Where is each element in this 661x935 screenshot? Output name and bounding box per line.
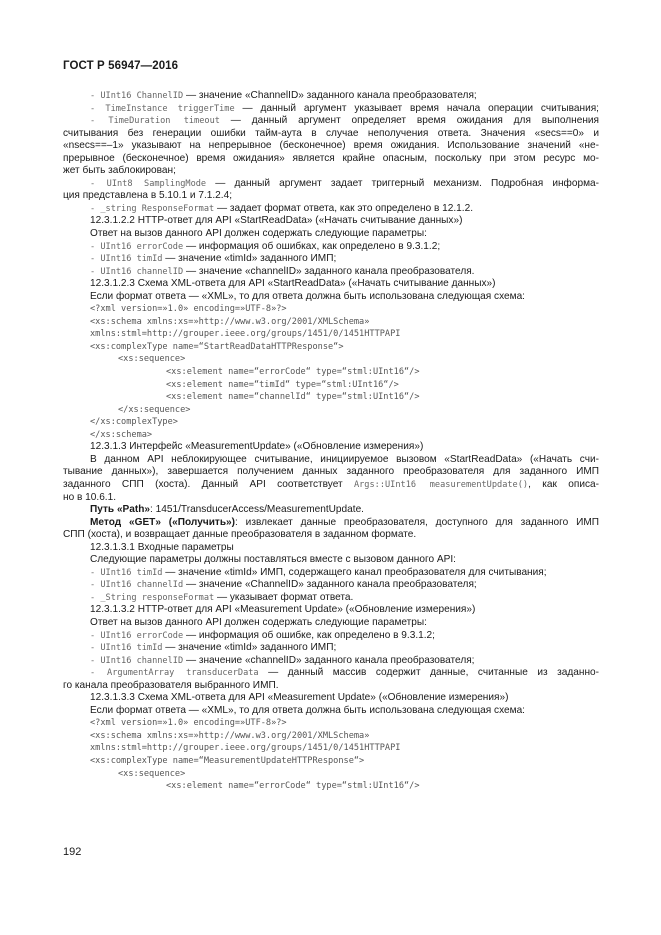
line-text: — информация об ошибке, как определено в 9.3.1.2; — [183, 629, 435, 641]
text-line — [63, 579, 599, 592]
text-line — [63, 228, 599, 241]
text-line — [63, 667, 599, 680]
line-text: — значение «ChannelID» заданного канала преобразователя; — [183, 90, 477, 101]
line-text: СПП (хоста), и возвращает данные преобразователя в заданном формате. — [63, 529, 417, 541]
line-text: — данный массив содержит данные, считанные из заданно- — [258, 667, 599, 679]
line-text: — информация об ошибках, как определено в 9.3.1.2; — [183, 240, 441, 252]
code-text: <xs:element name=“timId“ type=“stml:UInt16“/> — [166, 379, 399, 390]
text-line — [63, 542, 599, 555]
line-text: Ответ на вызов данного API должен содержать следующие параметры: — [90, 228, 427, 240]
text-line — [63, 655, 599, 668]
text-line — [63, 328, 599, 341]
line-text: — задает формат ответа, как это определено в 12.1.2. — [214, 202, 474, 214]
line-text: — значение «ChannelID» заданного канала преобразователя; — [183, 579, 477, 591]
code-text: <xs:schema xmlns:xs=»http://www.w3.org/2001/XMLSchema» — [90, 730, 370, 741]
text-line — [63, 178, 599, 191]
code-text: </xs:schema> — [90, 429, 153, 440]
line-text: 12.3.1.3.3 Схема XML-ответа для API «Measurement Update» («Обновление измерения») — [90, 692, 509, 704]
text-line — [63, 391, 599, 404]
text-line — [63, 466, 599, 479]
line-text: — значение «timId» заданного ИМП; — [162, 253, 337, 265]
text-line — [63, 441, 599, 454]
code-term: - UInt16 timId — [90, 567, 163, 578]
text-line — [63, 241, 599, 254]
text-line — [63, 742, 599, 755]
page-number: 192 — [63, 846, 82, 858]
text-line — [63, 190, 599, 203]
code-term: - UInt16 timId — [90, 254, 163, 265]
bold-term: Путь «Path» — [90, 504, 151, 516]
code-term: - UInt16 errorCode — [90, 630, 184, 641]
line-text: , как описа- — [528, 478, 599, 490]
text-line — [63, 90, 599, 103]
code-term: - TimeInstance triggerTime — [90, 103, 235, 114]
text-line — [63, 529, 599, 542]
text-line — [63, 755, 599, 768]
code-text: <xs:element name=“channelId“ type=“stml:UInt16“/> — [166, 392, 420, 403]
text-line — [63, 592, 599, 605]
line-text: 12.3.1.3 Интерфейс «MeasurementUpdate» («Обновление измерения») — [90, 441, 424, 453]
line-text: ция представлена в 5.10.1 и 7.1.2.4; — [63, 190, 232, 202]
line-text: — данный аргумент указывает время начала операции считывания; — [234, 102, 599, 114]
line-text: 12.3.1.2.3 Схема XML-ответа для API «StartReadData» («Начать считывание данных») — [90, 278, 496, 290]
line-text: : извлекает данные преобразователя, доступного для заданного ИМП — [235, 516, 599, 528]
line-text: тывание данных»), завершается получением данных заданного преобразователя для заданного ИМП — [63, 466, 599, 478]
text-line — [63, 768, 599, 781]
text-line — [63, 642, 599, 655]
text-line — [63, 128, 599, 141]
line-text: прерывное (бесконечное) время ожидания» является крайне опасным, поскольку при этом ресурс мо- — [63, 152, 599, 164]
line-text: : 1451/TransducerAccess/MeasurementUpdate. — [150, 504, 364, 516]
line-text: Если формат ответа — «XML», то для ответа должна быть использована следующая схема: — [90, 290, 525, 302]
code-term: - UInt16 channelID — [90, 266, 184, 277]
code-term: - _string ResponseFormat — [90, 203, 215, 214]
code-term: - TimeDuration timeout — [90, 116, 220, 127]
line-text: 12.3.1.3.2 HTTP-ответ для API «Measurement Update» («Обновление измерения») — [90, 604, 476, 616]
line-text: — значение «timId» ИМП, содержащего канал преобразователя для считывания; — [162, 566, 547, 578]
code-text: </xs:sequence> — [118, 404, 191, 415]
code-term: - _String responseFormat — [90, 592, 215, 603]
text-line — [63, 379, 599, 392]
text-line — [63, 617, 599, 630]
text-line — [63, 504, 599, 517]
code-term: - UInt16 ChannelID — [90, 91, 184, 101]
code-term: - ArgumentArray transducerData — [90, 668, 259, 679]
text-line — [63, 153, 599, 166]
text-line — [63, 103, 599, 116]
code-term: - UInt8 SamplingMode — [90, 178, 207, 189]
text-line — [63, 730, 599, 743]
text-line — [63, 554, 599, 567]
code-text: <xs:sequence> — [118, 354, 186, 365]
code-term: - UInt16 errorCode — [90, 241, 184, 252]
code-term: - UInt16 channelId — [90, 580, 184, 591]
document-body — [63, 90, 599, 793]
text-line — [63, 341, 599, 354]
text-line — [63, 316, 599, 329]
text-line — [63, 492, 599, 505]
text-line — [63, 416, 599, 429]
line-text: жет быть заблокирован; — [63, 165, 176, 177]
text-line — [63, 429, 599, 442]
code-term: - UInt16 channelID — [90, 655, 184, 666]
code-text: <xs:sequence> — [118, 768, 186, 779]
line-text: заданного СПП (хоста). Данный API соответствует — [63, 478, 354, 490]
code-text: <?xml version=»1.0» encoding=»UTF-8»?> — [90, 718, 287, 729]
code-text: </xs:complexType> — [90, 417, 178, 428]
line-text: считывания без генерации ошибки тайм-аута в случае неполучения ответа. Значения «secs==0» и — [63, 127, 599, 139]
text-line — [63, 253, 599, 266]
code-text: xmlns:stml=http://grouper.ieee.org/groups/1451/0/1451HTTPAPI — [90, 743, 401, 754]
line-text: 12.3.1.3.1 Входные параметры — [90, 541, 234, 553]
text-line — [63, 604, 599, 617]
line-text: Следующие параметры должны поставляться вместе с вызовом данного API: — [90, 554, 456, 566]
text-line — [63, 140, 599, 153]
text-line — [63, 705, 599, 718]
line-text: — данный аргумент определяет время ожидания для выполнения — [219, 115, 599, 127]
line-text: 12.3.1.2.2 HTTP-ответ для API «StartReadData» («Начать считывание данных») — [90, 215, 463, 227]
line-text: — данный аргумент задает триггерный механизм. Подробная информа- — [206, 177, 599, 189]
text-line — [63, 454, 599, 467]
code-text: <?xml version=»1.0» encoding=»UTF-8»?> — [90, 304, 287, 315]
text-line — [63, 630, 599, 643]
bold-term: Метод «GET» («Получить») — [90, 516, 236, 528]
text-line — [63, 479, 599, 492]
line-text: — значение «timId» заданного ИМП; — [162, 642, 337, 654]
text-line — [63, 680, 599, 693]
line-text: — значение «channelID» заданного канала преобразователя; — [183, 654, 475, 666]
text-line — [63, 353, 599, 366]
text-line — [63, 567, 599, 580]
text-line — [63, 115, 599, 128]
code-text: <xs:schema xmlns:xs=»http://www.w3.org/2001/XMLSchema» — [90, 316, 370, 327]
document-header: ГОСТ Р 56947—2016 — [63, 60, 179, 72]
line-text: Ответ на вызов данного API должен содержать следующие параметры: — [90, 616, 427, 628]
code-text: <xs:element name=“errorCode“ type=“stml:UInt16“/> — [166, 367, 420, 378]
text-line — [63, 291, 599, 304]
line-text: Если формат ответа — «XML», то для ответа должна быть использована следующая схема: — [90, 704, 525, 716]
code-text: xmlns:stml=http://grouper.ieee.org/groups/1451/0/1451HTTPAPI — [90, 329, 401, 340]
code-text: <xs:complexType name=“MeasurementUpdateHTTPResponse“> — [90, 755, 365, 766]
text-line — [63, 215, 599, 228]
text-line — [63, 278, 599, 291]
text-line — [63, 692, 599, 705]
text-line — [63, 203, 599, 216]
text-line — [63, 780, 599, 793]
code-text: <xs:element name=“errorCode“ type=“stml:UInt16“/> — [166, 781, 420, 792]
text-line — [63, 404, 599, 417]
line-text: В данном API неблокирующее считывание, инициируемое вызовом «StartReadData» («Начать счи- — [90, 453, 599, 465]
text-line — [63, 717, 599, 730]
line-text: «nsecs==–1» указывают на непрерывное (бесконечное) время ожидания. Использование значений «не- — [63, 140, 599, 152]
line-text: — указывает формат ответа. — [214, 591, 354, 603]
line-text: но в 10.6.1. — [63, 491, 117, 503]
line-text: го канала преобразователя выбранного ИМП. — [63, 679, 279, 691]
code-text: <xs:complexType name=“StartReadDataHTTPResponse“> — [90, 341, 344, 352]
line-text: — значение «channelID» заданного канала преобразователя. — [183, 265, 475, 277]
text-line — [63, 165, 599, 178]
text-line — [63, 517, 599, 530]
text-line — [63, 303, 599, 316]
code-term: - UInt16 timId — [90, 643, 163, 654]
text-line — [63, 366, 599, 379]
code-term: Args::UInt16 measurementUpdate() — [353, 479, 529, 490]
text-line — [63, 266, 599, 279]
